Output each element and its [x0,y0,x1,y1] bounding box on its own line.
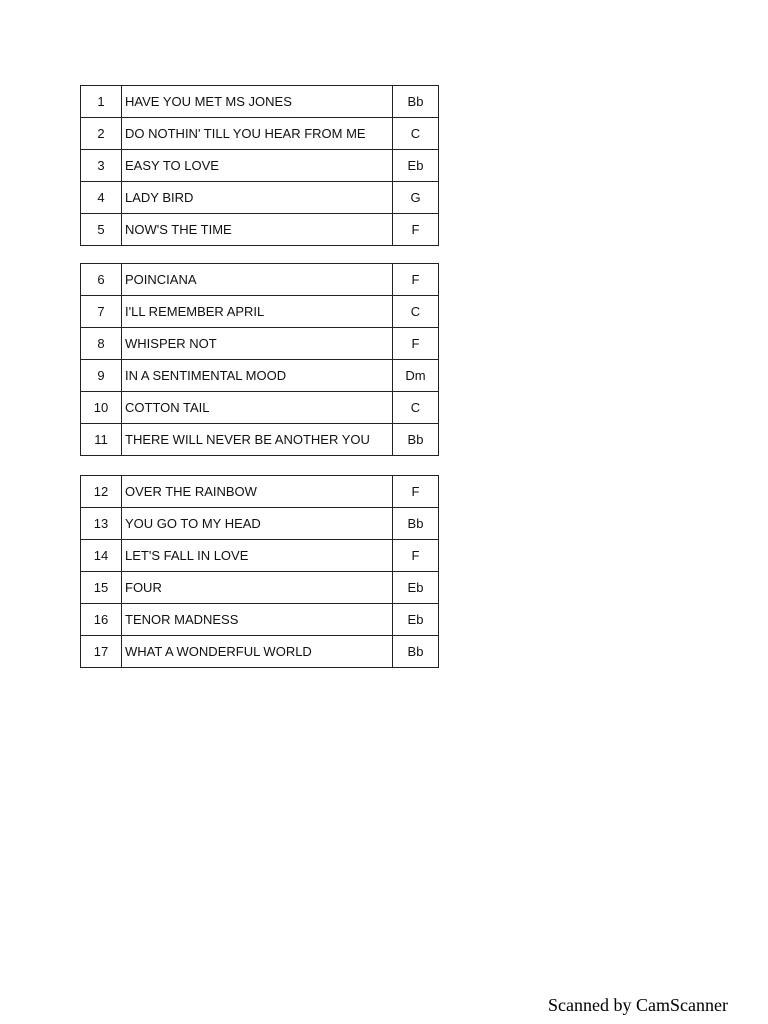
song-title: COTTON TAIL [122,392,393,424]
song-title: I'LL REMEMBER APRIL [122,296,393,328]
song-number: 6 [81,264,122,296]
song-key: Bb [393,636,439,668]
song-number: 17 [81,636,122,668]
song-title: TENOR MADNESS [122,604,393,636]
song-key: C [393,296,439,328]
song-title: YOU GO TO MY HEAD [122,508,393,540]
song-row [81,296,439,328]
song-title: POINCIANA [122,264,393,296]
song-title: LET'S FALL IN LOVE [122,540,393,572]
song-title: NOW'S THE TIME [122,214,393,246]
song-key: G [393,182,439,214]
song-number: 5 [81,214,122,246]
song-row [81,604,439,636]
song-number: 1 [81,86,122,118]
song-row [81,392,439,424]
set-2-rows [81,264,439,456]
set-3-table [80,475,439,668]
set-1-rows [81,86,439,246]
song-key: Eb [393,604,439,636]
song-key: F [393,540,439,572]
song-title: THERE WILL NEVER BE ANOTHER YOU [122,424,393,456]
song-key: Bb [393,508,439,540]
song-number: 14 [81,540,122,572]
song-number: 13 [81,508,122,540]
song-number: 4 [81,182,122,214]
song-title: LADY BIRD [122,182,393,214]
song-row [81,118,439,150]
song-row [81,540,439,572]
song-number: 2 [81,118,122,150]
song-row [81,214,439,246]
song-row [81,424,439,456]
song-row [81,508,439,540]
song-row [81,328,439,360]
song-row [81,182,439,214]
song-row [81,86,439,118]
song-title: DO NOTHIN' TILL YOU HEAR FROM ME [122,118,393,150]
song-key: Bb [393,86,439,118]
song-key: Eb [393,150,439,182]
set-2-table [80,263,439,456]
song-key: Dm [393,360,439,392]
song-number: 10 [81,392,122,424]
song-title: IN A SENTIMENTAL MOOD [122,360,393,392]
song-row [81,264,439,296]
song-key: F [393,264,439,296]
song-number: 7 [81,296,122,328]
song-row [81,360,439,392]
song-title: FOUR [122,572,393,604]
song-number: 8 [81,328,122,360]
song-key: Eb [393,572,439,604]
set-3-rows [81,476,439,668]
song-number: 16 [81,604,122,636]
song-title: WHISPER NOT [122,328,393,360]
song-title: WHAT A WONDERFUL WORLD [122,636,393,668]
song-number: 15 [81,572,122,604]
song-row [81,572,439,604]
song-row [81,636,439,668]
song-key: F [393,476,439,508]
song-key: F [393,214,439,246]
song-number: 9 [81,360,122,392]
song-number: 12 [81,476,122,508]
song-title: HAVE YOU MET MS JONES [122,86,393,118]
song-row [81,150,439,182]
song-title: OVER THE RAINBOW [122,476,393,508]
song-number: 11 [81,424,122,456]
scanner-watermark: Scanned by CamScanner [548,995,728,1015]
song-key: C [393,118,439,150]
song-key: C [393,392,439,424]
song-number: 3 [81,150,122,182]
song-row [81,476,439,508]
set-1-table [80,85,439,246]
song-title: EASY TO LOVE [122,150,393,182]
song-key: F [393,328,439,360]
song-key: Bb [393,424,439,456]
